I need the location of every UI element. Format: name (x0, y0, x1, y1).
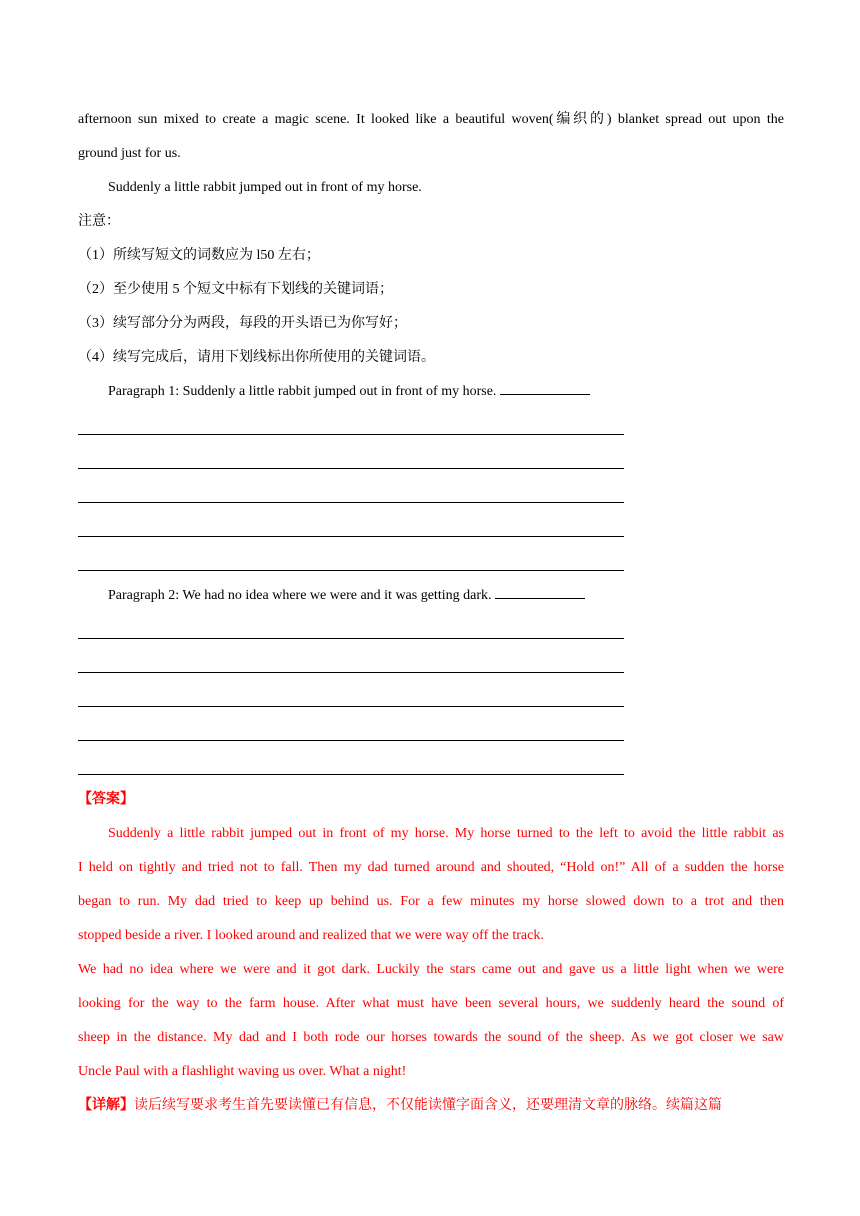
intro-line: afternoon sun mixed to create a magic scene. It looked like a beautiful woven(编织的) blanket spread out upon the (78, 112, 784, 127)
answer-line: Uncle Paul with a flashlight waving us over. What a night! (78, 1064, 407, 1079)
answer-blank (495, 586, 585, 599)
writing-line (78, 647, 624, 681)
answer-line: Suddenly a little rabbit jumped out in front of my horse. My horse turned to the left to avoid the little rabbit as (108, 826, 784, 841)
writing-line (78, 409, 624, 443)
intro-line: ground just for us. (78, 146, 181, 161)
detail-line (78, 1089, 784, 1123)
note-item: （3）续写部分分为两段，每段的开头语已为你写好； (78, 316, 407, 331)
writing-line (78, 613, 624, 647)
notes-title: 注意： (78, 214, 120, 229)
note-item: （4）续写完成后，请用下划线标出你所使用的关键词语。 (78, 350, 435, 365)
writing-line (78, 681, 624, 715)
paragraph2-prompt (78, 579, 784, 613)
start-sentence: Suddenly a little rabbit jumped out in front of my horse. (108, 180, 422, 195)
paragraph1-text: Paragraph 1: Suddenly a little rabbit jumped out in front of my horse. (108, 384, 497, 399)
writing-line (78, 477, 624, 511)
paragraph1-prompt (78, 375, 784, 409)
answer-line: I held on tightly and tried not to fall. Then my dad turned around and shouted, “Hold on!” All of a sudden the horse (78, 860, 784, 875)
note-item: （1）所续写短文的词数应为 l50 左右； (78, 248, 320, 263)
answer-title: 【答案】 (78, 792, 134, 807)
detail-text: 读后续写要求考生首先要读懂已有信息，不仅能读懂字面含义，还要理清文章的脉络。续篇这篇 (134, 1098, 722, 1113)
paragraph2-text: Paragraph 2: We had no idea where we were and it was getting dark. (108, 588, 492, 603)
writing-line (78, 511, 624, 545)
answer-line: sheep in the distance. My dad and I both rode our horses towards the sound of the sheep. As we got closer we saw (78, 1030, 784, 1045)
writing-line (78, 749, 624, 783)
detail-label: 【详解】 (78, 1098, 134, 1113)
answer-blank (500, 382, 590, 395)
note-item: （2）至少使用 5 个短文中标有下划线的关键词语； (78, 282, 393, 297)
document-page (78, 103, 784, 1123)
answer-line: stopped beside a river. I looked around and realized that we were way off the track. (78, 928, 544, 943)
writing-line (78, 443, 624, 477)
answer-line: began to run. My dad tried to keep up behind us. For a few minutes my horse slowed down to a trot and then (78, 894, 784, 909)
answer-line: looking for the way to the farm house. After what must have been several hours, we suddenly heard the sound of (78, 996, 784, 1011)
answer-line: We had no idea where we were and it got dark. Luckily the stars came out and gave us a little light when we were (78, 962, 784, 977)
writing-line (78, 715, 624, 749)
writing-line (78, 545, 624, 579)
